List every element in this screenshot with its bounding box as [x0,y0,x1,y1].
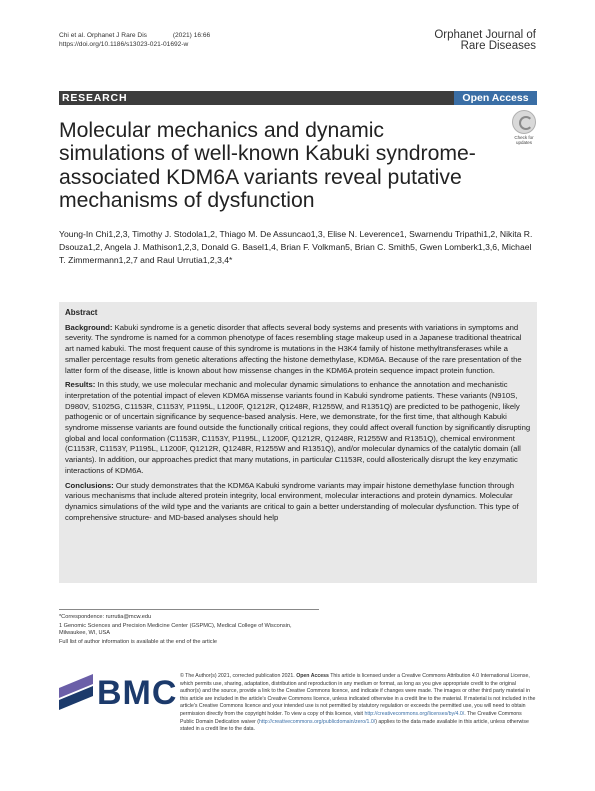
author-list: Young-In Chi1,2,3, Timothy J. Stodola1,2, Thiago M. De Assuncao1,3, Elise N. Leverence1, Swarnendu Tripathi1,2, Nikita R. Dsouza1,2, Angela J. Mathison1,2,3, Donald G. Basel1,4, Brian F. Volkman5, Brian C. Smith5, Gwen Lomberk1,3,6, Michael T. Zimmermann1,2,7 and Raul Urrutia1,2,3,4* [59,229,533,265]
results-label: Results: [65,380,96,390]
check-updates-label: Check for updates [514,135,534,145]
section-label: RESEARCH [62,92,128,104]
check-for-updates-button[interactable] [510,110,538,145]
abstract-conclusions [65,481,531,524]
license-open-access: Open Access [296,673,329,679]
results-text: In this study, we use molecular mechanic and molecular dynamic simulations to enhance the annotation and mechanistic interpretation of the potential impact of eleven KDM6A missense variants found in Kabuki syndrome patients. These variants (N910S, D980V, S1025G, C1153R, C1153Y, P1195L, L1200F, Q1212R, Q1248R, R1255W, and R1351Q) are predicted to be pathogenic, likely pathogenic or of uncertain significance by sequence-based analysis. Here, we demonstrate, for the first time, that although Kabuki syndrome missense variants are found outside the functionally critical regions, they could affect overall function by significantly disrupting global and local conformation (C1153R, C1153Y, P1195L, L1200F, Q1212R, Q1248R, R1255W and R1351Q), chemical environment (C1153R, C1153Y, P1195L, L1200F, Q1212R, Q1248R, R1255W and R1351Q), and/or molecular dynamics of the catalytic domain (all variants). In addition, our approaches predict that many mutations, in particular C1153R, could allosterically disrupt the key enzymatic interactions of KDM6A. [65,380,531,475]
footnotes [59,609,319,647]
citation-header [59,31,210,49]
license-link-cc-by[interactable]: http://creativecommons.org/licenses/by/4.0/ [364,710,465,717]
abstract-heading: Abstract [65,308,98,317]
abstract-background [65,323,531,377]
doi-link[interactable]: https://doi.org/10.1186/s13023-021-01692-w [59,41,189,48]
license-end: ) applies to the data made available in this article, unless otherwise stated in a credit line to the data. [180,718,529,733]
conclusions-text: Our study demonstrates that the KDM6A Kabuki syndrome variants may impair histone demethylase function through various mechanisms that include altered protein integrity, local environment, molecular interactions and protein dynamics. Molecular dynamics simulations of the wild type and the variants are critical to gain a better understanding of molecular dysfunction. This type of comprehensive structure- and MD-based analyses should help [65,480,519,522]
license-link-cc0[interactable]: http://creativecommons.org/publicdomain/zero/1.0/ [259,718,376,725]
journal-name [434,30,536,52]
bmc-logo-icon [59,674,95,710]
citation-authors: Chi et al. Orphanet J Rare Dis [59,32,147,39]
license-text [180,673,537,734]
bmc-logo-text: BMC [97,674,178,712]
abstract-box [59,302,537,583]
background-label: Background: [65,322,113,332]
journal-line2: Rare Diseases [460,40,536,52]
conclusions-label: Conclusions: [65,480,114,490]
journal-line1: Orphanet Journal of [434,29,536,41]
citation-year: (2021) 16:66 [172,32,211,39]
check-updates-icon [512,110,536,134]
bmc-logo [59,674,179,710]
affiliation-note: 1 Genomic Sciences and Precision Medicine Center (GSPMC), Medical College of Wisconsin, Milwaukee, WI, USA [59,622,292,637]
author-info-note: Full list of author information is available at the end of the article [59,638,217,645]
license-lead: © The Author(s) 2021, corrected publication 2021. [180,673,295,679]
correspondence-note: *Correspondence: rurrutia@mcw.edu [59,614,152,620]
background-text: Kabuki syndrome is a genetic disorder that affects several body systems and presents with variations in symptoms and severity. The syndrome is named for a common phenotype of faces resembling stage makeup used in a Japanese traditional theatrical art named kabuki. The most frequent cause of this syndrome is mutations in the H3K4 family of histone methyltransferases while a smaller percentage results from genetic alterations affecting the histone demethylase, KDM6A. Because of the rare presentation of the latter form of the disease, little is known about how missense changes in the KDM6A protein sequence impact protein function. [65,322,522,375]
license-mid: . The Creative Commons Public Domain Dedication waiver ( [180,710,522,725]
abstract-results [65,380,531,476]
open-access-badge: Open Access [454,91,537,105]
article-title: Molecular mechanics and dynamic simulations of well-known Kabuki syndrome-associated KDM6A variants reveal putative mechanisms of dysfunction [59,119,476,212]
license-body: This article is licensed under a Creative Commons Attribution 4.0 International License, which permits use, sharing, adaptation, distribution and reproduction in any medium or format, as long as you give appropriate credit to the original author(s) and the source, provide a link to the Creative Commons licence, and indicate if changes were made. The images or other third party material in this article are included in the article's Creative Commons licence, unless indicated otherwise in a credit line to the material. If material is not included in the article's Creative Commons licence and your intended use is not permitted by statutory regulation or exceeds the permitted use, you will need to obtain permission directly from the copyright holder. To view a copy of this licence, visit [180,673,536,717]
section-banner [59,91,537,105]
